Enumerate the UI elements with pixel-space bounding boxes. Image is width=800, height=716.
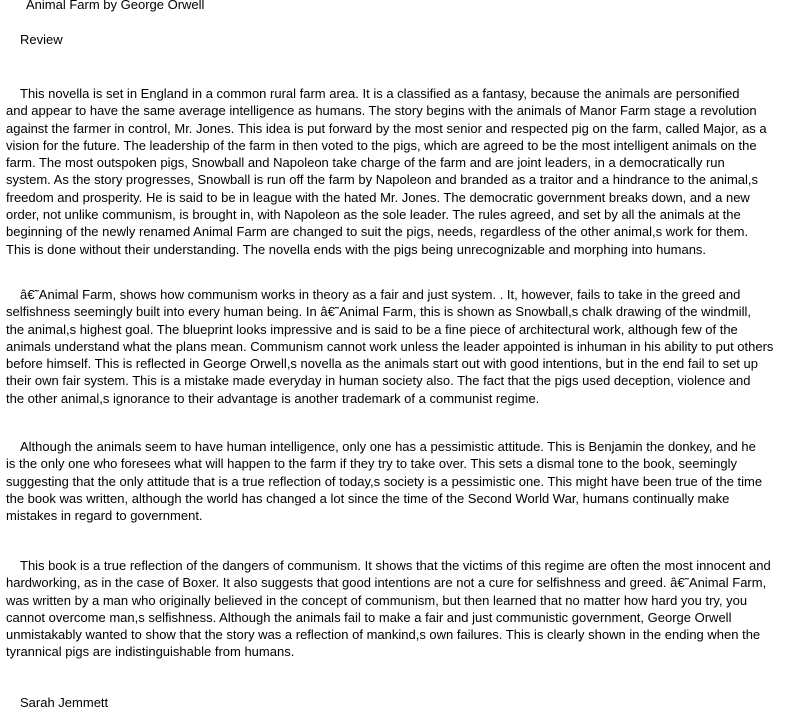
author-signature: Sarah Jemmett [20, 695, 109, 710]
text-line: their own fair system. This is a mistake made everyday in human society also. The fact that the pigs used deception, violence and [6, 373, 751, 389]
text-line: before himself. This is reflected in George Orwell,s novella as the animals start out with good intentions, but in the end fail to set up [6, 356, 758, 372]
text-line: â€˜Animal Farm, shows how communism works in theory as a fair and just system. . It, however, fails to take in the greed and [20, 287, 741, 302]
text-line: against the farmer in control, Mr. Jones. This idea is put forward by the most senior and respected pig on the farm, called Major, as a [6, 120, 767, 136]
text-line: farm. The most outspoken pigs, Snowball and Napoleon take charge of the farm and are joint leaders, in a democratically run [6, 155, 725, 171]
paragraph [6, 286, 773, 407]
text-line: order, not unlike communism, is brought in, with Napoleon as the sole leader. The rules agreed, and set by all the animals at the [6, 207, 741, 223]
text-line: beginning of the newly renamed Animal Farm are changed to suit the pigs, needs, regardless of the other animal,s work for them. [6, 224, 749, 240]
text-line: mistakes in regard to government. [6, 508, 203, 524]
text-line: unmistakably wanted to show that the story was a reflection of mankind,s own failures. This is clearly shown in the ending when the [6, 627, 761, 643]
text-line: freedom and prosperity. He is said to be in league with the hated Mr. Jones. The democratic government breaks down, and a new [6, 189, 750, 205]
document-title: Animal Farm by George Orwell [26, 0, 205, 12]
paragraph [6, 557, 771, 661]
paragraph [6, 85, 767, 258]
text-line: This novella is set in England in a common rural farm area. It is a classified as a fantasy, because the animals are personified [20, 86, 740, 101]
text-line: the other animal,s ignorance to their advantage is another trademark of a communist regime. [6, 390, 540, 406]
text-line: vision for the future. The leadership of the farm in then voted to the pigs, which are agreed to be the most intelligent animals on the [6, 137, 757, 153]
text-line: system. As the story progresses, Snowball is run off the farm by Napoleon and branded as a traitor and a hindrance to the animal,s [6, 172, 759, 188]
text-line: was written by a man who originally believed in the concept of communism, but then learned that no matter how hard you try, you [6, 592, 748, 608]
text-line: and appear to have the same average intelligence as humans. The story begins with the animals of Manor Farm stage a revolution [6, 103, 757, 119]
text-line: This book is a true reflection of the dangers of communism. It shows that the victims of this regime are often the most innocent and [20, 558, 771, 573]
text-line: This is done without their understanding. The novella ends with the pigs being unrecognizable and morphing into humans. [6, 241, 707, 257]
text-line: the book was written, although the world has changed a lot since the time of the Second World War, humans continually make [6, 490, 730, 506]
document-subtitle: Review [20, 32, 63, 47]
text-line: selfishness seemingly built into every human being. In â€˜Animal Farm, this is shown as Snowball,s chalk drawing of the windmill, [6, 304, 751, 320]
text-line: is the only one who foresees what will happen to the farm if they try to take over. This sets a dismal tone to the book, seemingly [6, 456, 738, 472]
paragraph [6, 438, 762, 524]
text-line: tyrannical pigs are indistinguishable from humans. [6, 644, 295, 660]
text-line: the animal,s highest goal. The blueprint looks impressive and is said to be a fine piece of architectural work, although few of the [6, 321, 738, 337]
text-line: hardworking, as in the case of Boxer. It also suggests that good intentions are not a cure for selfishness and greed. â€˜Animal Farm, [6, 575, 767, 591]
text-line: animals understand what the plans mean. Communism cannot work unless the leader appointed is inhuman in his ability to put others [6, 338, 774, 354]
text-line: suggesting that the only attitude that is a true reflection of today,s society is a pessimistic one. This might have been true of the time [6, 473, 763, 489]
text-line: cannot overcome man,s selfishness. Although the animals fail to make a fair and just communistic government, George Orwell [6, 609, 732, 625]
text-line: Although the animals seem to have human intelligence, only one has a pessimistic attitude. This is Benjamin the donkey, and he [20, 439, 756, 454]
